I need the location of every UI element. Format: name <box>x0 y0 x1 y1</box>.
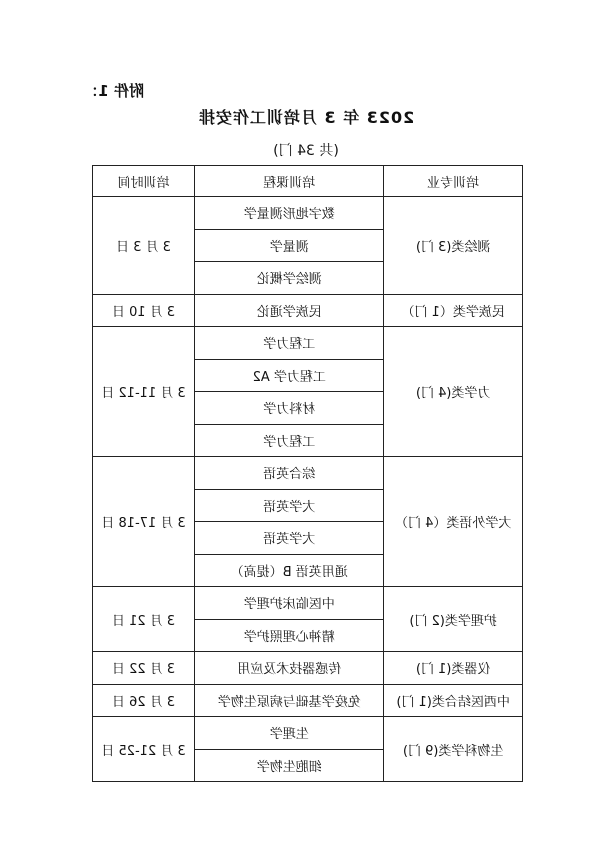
header-major: 培训专业 <box>384 166 523 197</box>
major-cell: 力学类(4 门) <box>384 327 523 457</box>
header-course: 培训课程 <box>195 166 384 197</box>
course-cell: 工程力学 A2 <box>195 359 384 392</box>
page-subtitle: (共 34 门) <box>273 143 339 159</box>
major-cell: 护理学类(2 门) <box>384 587 523 652</box>
time-cell: 3 月 11-12 日 <box>93 327 195 457</box>
major-cell: 中西医结合类(1 门) <box>384 684 523 717</box>
major-cell: 民族学类（1 门） <box>384 294 523 327</box>
course-cell: 大学英语 <box>195 489 384 522</box>
time-cell: 3 月 21 日 <box>93 587 195 652</box>
table-row <box>93 327 523 360</box>
table-row <box>93 294 523 327</box>
header-time: 培训时间 <box>93 166 195 197</box>
course-cell: 数字地形测量学 <box>195 197 384 230</box>
course-cell: 民族学通论 <box>195 294 384 327</box>
schedule-table <box>92 165 523 782</box>
major-cell: 仪器类(1 门) <box>384 652 523 685</box>
course-cell: 中医临床护理学 <box>195 587 384 620</box>
time-cell: 3 月 17-18 日 <box>93 457 195 587</box>
table-row <box>93 197 523 230</box>
table-row <box>93 587 523 620</box>
course-cell: 综合英语 <box>195 457 384 490</box>
attachment-label: 附件 1： <box>83 82 144 100</box>
course-cell: 工程力学 <box>195 327 384 360</box>
course-cell: 传感器技术及应用 <box>195 652 384 685</box>
course-cell: 材料力学 <box>195 392 384 425</box>
table-row <box>93 684 523 717</box>
table-row <box>93 457 523 490</box>
header-row <box>93 166 523 197</box>
time-cell: 3 月 10 日 <box>93 294 195 327</box>
schedule-body <box>93 197 523 782</box>
major-cell: 测绘类(3 门) <box>384 197 523 295</box>
time-cell: 3 月 3 日 <box>93 197 195 295</box>
table-row <box>93 652 523 685</box>
course-cell: 生理学 <box>195 717 384 750</box>
course-cell: 工程力学 <box>195 424 384 457</box>
course-cell: 细胞生物学 <box>195 749 384 782</box>
page-title: 2023 年 3 月培训工作安排 <box>197 108 415 127</box>
time-cell: 3 月 22 日 <box>93 652 195 685</box>
course-cell: 免疫学基础与病原生物学 <box>195 684 384 717</box>
major-cell: 生物科学类(9 门) <box>384 717 523 782</box>
course-cell: 精神心理照护学 <box>195 619 384 652</box>
time-cell: 3 月 26 日 <box>93 684 195 717</box>
course-cell: 通用英语 B（提高） <box>195 554 384 587</box>
time-cell: 3 月 21-25 日 <box>93 717 195 782</box>
course-cell: 测量学 <box>195 229 384 262</box>
major-cell: 大学外语类（4 门） <box>384 457 523 587</box>
table-row <box>93 717 523 750</box>
course-cell: 测绘学概论 <box>195 262 384 295</box>
course-cell: 大学英语 <box>195 522 384 555</box>
